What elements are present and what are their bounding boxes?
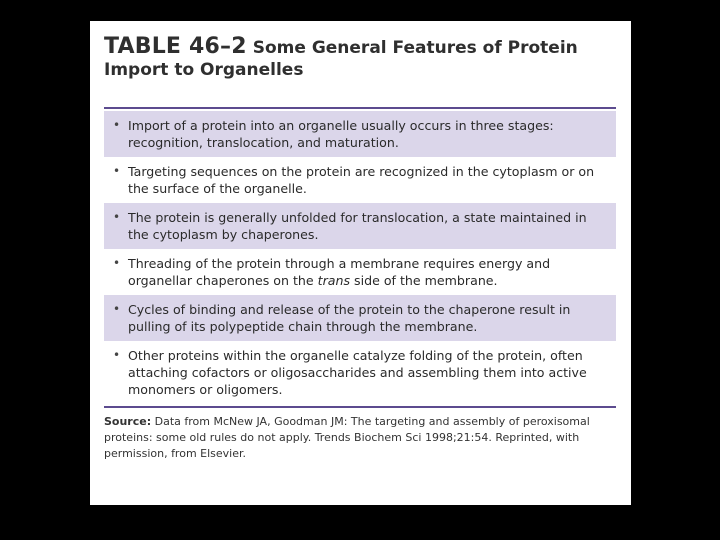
source-text: Data from McNew JA, Goodman JM: The targeting and assembly of peroxisomal proteins: some old rules do not apply. Trends Biochem Sci 1998;21:54. Reprinted, with permission, from Elsevier. [104, 415, 590, 460]
table-heading-line2: Import to Organelles [104, 60, 304, 80]
list-item-text [128, 256, 550, 288]
table-title-line1 [104, 36, 619, 58]
italic-term: trans [317, 273, 351, 288]
text-after-italic: side of the membrane. [350, 273, 498, 288]
bullet: • [113, 118, 121, 132]
table-heading-line1: Some General Features of Protein [252, 38, 578, 58]
list-item [104, 341, 616, 404]
list-item [104, 203, 616, 249]
bullet: • [113, 210, 121, 224]
bullet: • [113, 348, 121, 362]
list-item-text: Cycles of binding and release of the protein to the chaperone result in pulling of its polypeptide chain through the membrane. [128, 302, 571, 334]
list-item [104, 295, 616, 341]
slide-page [90, 21, 631, 505]
list-item-text: The protein is generally unfolded for translocation, a state maintained in the cytoplasm by chaperones. [128, 210, 587, 242]
list-item [104, 249, 616, 295]
source-note [104, 414, 616, 462]
list-item-text: Import of a protein into an organelle usually occurs in three stages: recognition, translocation, and maturation. [128, 118, 554, 150]
bullet: • [113, 164, 121, 178]
list-item [104, 111, 616, 157]
list-item-text: Targeting sequences on the protein are recognized in the cytoplasm or on the surface of the organelle. [128, 164, 595, 196]
source-label: Source: [104, 415, 152, 428]
bottom-rule [104, 406, 616, 408]
feature-list [104, 111, 616, 404]
top-rule [104, 107, 616, 109]
list-item-text: Other proteins within the organelle catalyze folding of the protein, often attaching cofactors or oligosaccharides and assembling them into active monomers or oligomers. [128, 348, 587, 397]
table-title [104, 36, 619, 79]
text-before-italic: Threading of the protein through a membrane requires energy and organellar chaperones on the [128, 256, 551, 288]
table-number: TABLE 46–2 [104, 34, 247, 59]
bullet: • [113, 302, 121, 316]
list-item [104, 157, 616, 203]
bullet: • [113, 256, 121, 270]
